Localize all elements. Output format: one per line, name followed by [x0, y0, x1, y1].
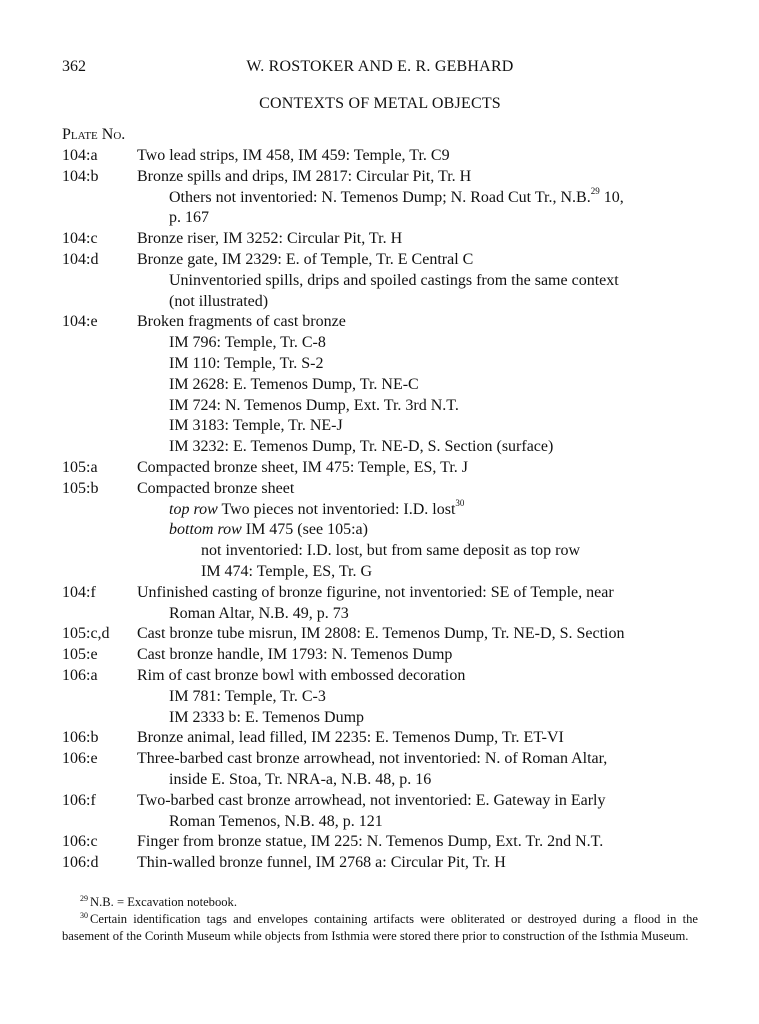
footnote-mark: 29	[80, 893, 88, 903]
running-header	[62, 58, 698, 80]
entry-row	[62, 624, 698, 645]
sub-item: IM 3232: E. Temenos Dump, Tr. NE-D, S. Section (surface)	[169, 438, 554, 456]
entry-text: Cast bronze handle, IM 1793: N. Temenos Dump	[137, 646, 453, 664]
entry-row	[62, 728, 698, 749]
entry-text: Bronze animal, lead filled, IM 2235: E. Temenos Dump, Tr. ET-VI	[137, 729, 564, 747]
entry-row	[62, 791, 698, 833]
entry-text: Bronze spills and drips, IM 2817: Circular Pit, Tr. H	[137, 167, 472, 185]
entry-list	[62, 146, 698, 874]
footnote-ref-29: 29	[590, 186, 600, 197]
section-title: CONTEXTS OF METAL OBJECTS	[259, 95, 501, 112]
entry-continuation: p. 167	[169, 209, 209, 227]
entry-description	[137, 791, 698, 833]
footnote-ref-30: 30	[455, 498, 465, 509]
entry-description	[137, 312, 698, 458]
entry-row	[62, 146, 698, 167]
sub-item: IM 781: Temple, Tr. C-3	[169, 687, 326, 705]
plate-number: 104:b	[62, 167, 99, 185]
plate-number: 106:d	[62, 854, 99, 872]
entry-text: Three-barbed cast bronze arrowhead, not inventoried: N. of Roman Altar,	[137, 750, 608, 768]
entry-continuation: inside E. Stoa, Tr. NRA-a, N.B. 48, p. 16	[169, 770, 432, 788]
entry-text: Thin-walled bronze funnel, IM 2768 a: Circular Pit, Tr. H	[137, 854, 506, 872]
sub-item: IM 2628: E. Temenos Dump, Tr. NE-C	[169, 375, 419, 393]
entry-row	[62, 832, 698, 853]
entry-row	[62, 250, 698, 312]
entry-text: Two-barbed cast bronze arrowhead, not inventoried: E. Gateway in Early	[137, 791, 606, 809]
entry-row	[62, 479, 698, 583]
plate-number: 105:c,d	[62, 625, 110, 643]
nested-sub-item: not inventoried: I.D. lost, but from same deposit as top row	[201, 542, 581, 560]
entry-row	[62, 853, 698, 874]
bottom-row-text: IM 475 (see 105:a)	[241, 521, 368, 539]
entry-description	[137, 853, 698, 874]
running-title: W. ROSTOKER AND E. R. GEBHARD	[246, 58, 514, 75]
footnote-29	[62, 894, 698, 911]
entry-text: Compacted bronze sheet, IM 475: Temple, ES, Tr. J	[137, 458, 468, 476]
plate-number: 104:a	[62, 147, 98, 164]
sub-item: IM 2333 b: E. Temenos Dump	[169, 708, 365, 726]
entry-row	[62, 645, 698, 666]
entry-text: Finger from bronze statue, IM 225: N. Temenos Dump, Ext. Tr. 2nd N.T.	[137, 833, 604, 851]
entry-continuation: Roman Altar, N.B. 49, p. 73	[169, 604, 349, 622]
continuation-text: 10,	[599, 188, 624, 206]
entry-description	[137, 167, 698, 229]
footnote-text: Certain identification tags and envelopes containing artifacts were obliterated or destroyed during a flood in the basement of the Corinth Museum while objects from Isthmia were stored there prior to construction of the Isthmia Museum.	[62, 912, 698, 943]
entry-text: Bronze riser, IM 3252: Circular Pit, Tr. H	[137, 230, 403, 248]
entry-row	[62, 666, 698, 728]
entry-text: Broken fragments of cast bronze	[137, 313, 346, 331]
bottom-row-label: bottom row	[169, 521, 242, 539]
plate-number: 106:b	[62, 729, 99, 747]
entry-text: Bronze gate, IM 2329: E. of Temple, Tr. E Central C	[137, 250, 474, 268]
page-number: 362	[62, 58, 86, 75]
continuation-text: Others not inventoried: N. Temenos Dump; N. Road Cut Tr., N.B.	[169, 188, 591, 206]
entry-row	[62, 312, 698, 458]
footnote-30	[62, 911, 698, 945]
entry-description	[137, 645, 698, 666]
entry-continuation: Uninventoried spills, drips and spoiled castings from the same context	[169, 271, 619, 289]
entry-continuation: (not illustrated)	[169, 292, 269, 310]
plate-number: 106:f	[62, 791, 96, 809]
nested-sub-item: IM 474: Temple, ES, Tr. G	[201, 562, 373, 580]
footnote-text: N.B. = Excavation notebook.	[90, 895, 238, 909]
sub-item-bottom-row	[137, 520, 698, 541]
top-row-label: top row	[169, 500, 218, 518]
entry-description	[137, 624, 698, 645]
sub-item: IM 724: N. Temenos Dump, Ext. Tr. 3rd N.T.	[169, 396, 459, 414]
entry-description	[137, 832, 698, 853]
plate-number: 104:e	[62, 313, 98, 331]
plate-number: 105:e	[62, 646, 98, 664]
sub-item: IM 3183: Temple, Tr. NE-J	[169, 417, 343, 435]
entry-row	[62, 583, 698, 625]
sub-item: IM 796: Temple, Tr. C-8	[169, 334, 326, 352]
column-label-plate-no: Plate No.	[62, 126, 126, 143]
entry-description	[137, 146, 698, 167]
entry-text: Rim of cast bronze bowl with embossed decoration	[137, 666, 466, 684]
entry-description	[137, 583, 698, 625]
entry-description	[137, 458, 698, 479]
plate-number: 104:c	[62, 230, 98, 248]
entry-continuation	[137, 188, 698, 209]
entry-description	[137, 250, 698, 312]
footnote-mark: 30	[80, 910, 88, 920]
entry-text: Unfinished casting of bronze figurine, not inventoried: SE of Temple, near	[137, 583, 614, 601]
sub-item: IM 110: Temple, Tr. S-2	[169, 354, 324, 372]
plate-number: 106:c	[62, 833, 98, 851]
entry-row	[62, 167, 698, 229]
entry-row	[62, 229, 698, 250]
plate-number: 105:a	[62, 458, 98, 476]
entry-description	[137, 666, 698, 728]
entry-description	[137, 229, 698, 250]
entry-text: Two lead strips, IM 458, IM 459: Temple, Tr. C9	[137, 147, 450, 164]
top-row-text: Two pieces not inventoried: I.D. lost	[217, 500, 456, 518]
entry-description	[137, 749, 698, 791]
plate-number: 105:b	[62, 479, 99, 497]
entry-description	[137, 728, 698, 749]
entry-continuation: Roman Temenos, N.B. 48, p. 121	[169, 812, 383, 830]
entry-description	[137, 479, 698, 583]
footnotes	[62, 894, 698, 945]
plate-number: 104:d	[62, 250, 99, 268]
plate-number: 106:a	[62, 666, 98, 684]
sub-item-top-row	[137, 500, 698, 521]
plate-number: 106:e	[62, 750, 98, 768]
entry-text: Compacted bronze sheet	[137, 479, 295, 497]
entry-text: Cast bronze tube misrun, IM 2808: E. Temenos Dump, Tr. NE-D, S. Section	[137, 625, 625, 643]
entry-row	[62, 749, 698, 791]
entry-row	[62, 458, 698, 479]
plate-number: 104:f	[62, 583, 96, 601]
